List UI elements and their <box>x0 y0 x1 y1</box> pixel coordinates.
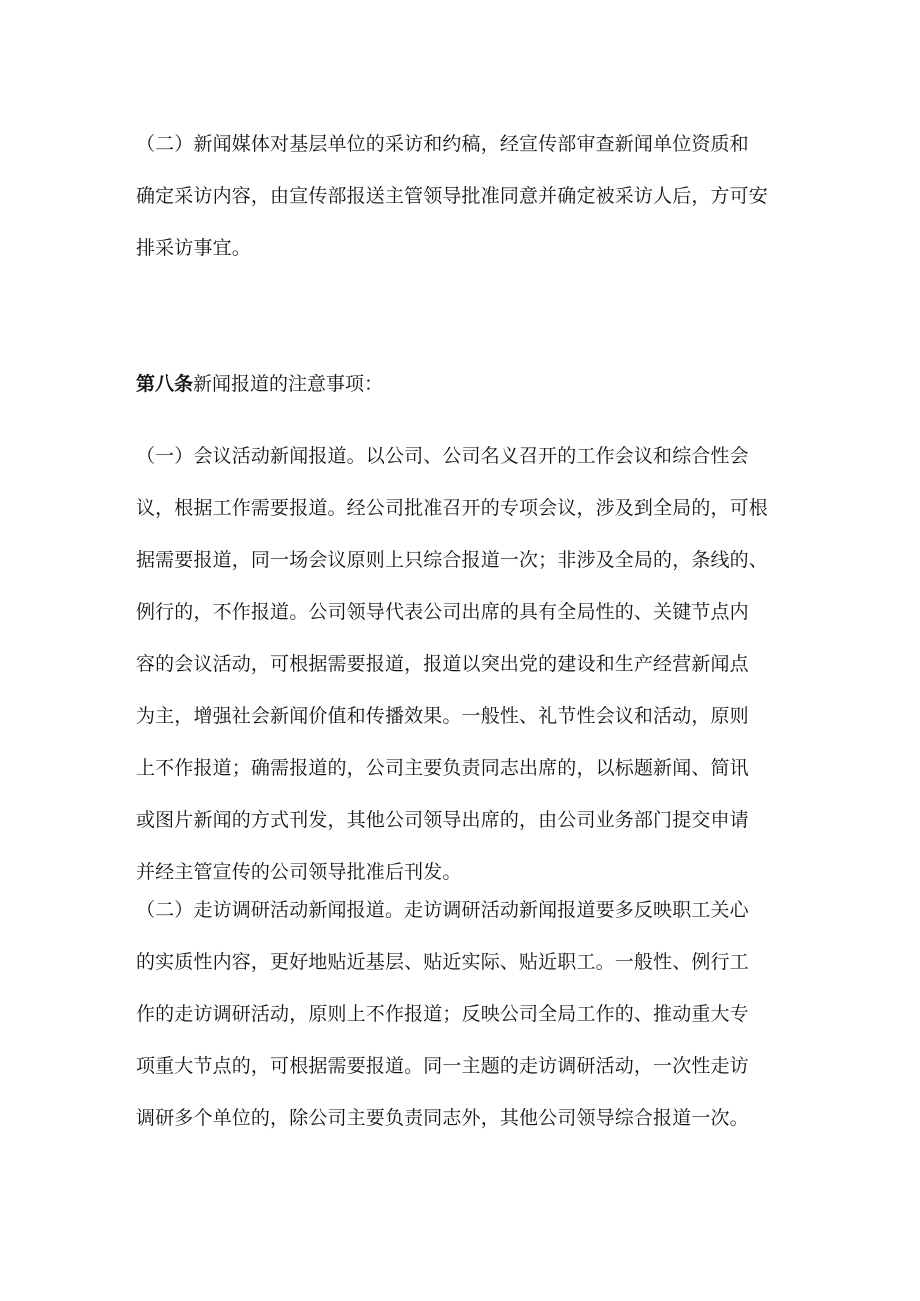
paragraph-line: 例行的，不作报道。公司领导代表公司出席的具有全局性的、关键节点内 <box>136 601 749 623</box>
paragraph-line: 排采访事宜。 <box>136 237 251 259</box>
clause-1-paragraph <box>136 430 796 898</box>
paragraph-line: 据需要报道，同一场会议原则上只综合报道一次；非涉及全局的，条线的、 <box>136 549 768 571</box>
paragraph-line: 为主，增强社会新闻价值和传播效果。一般性、礼节性会议和活动，原则 <box>136 705 749 727</box>
paragraph-line: 作的走访调研活动，原则上不作报道；反映公司全局工作的、推动重大专 <box>136 1003 749 1025</box>
paragraph-line: 并经主管宣传的公司领导批准后刊发。 <box>136 861 462 883</box>
paragraph-line: （二）走访调研活动新闻报道。走访调研活动新闻报道要多反映职工关心 <box>136 899 749 921</box>
paragraph-line: （二）新闻媒体对基层单位的采访和约稿，经宣传部审查新闻单位资质和 <box>136 133 749 155</box>
paragraph-line: 议，根据工作需要报道。经公司批准召开的专项会议，涉及到全局的，可根 <box>136 497 768 519</box>
paragraph-line: 确定采访内容，由宣传部报送主管领导批准同意并确定被采访人后，方可安 <box>136 185 768 207</box>
clause-2-paragraph <box>136 884 796 1144</box>
article-heading <box>136 358 796 410</box>
paragraph-line: 项重大节点的，可根据需要报道。同一主题的走访调研活动，一次性走访 <box>136 1055 749 1077</box>
paragraph-line: 上不作报道；确需报道的，公司主要负责同志出席的，以标题新闻、简讯 <box>136 757 749 779</box>
paragraph-line: 调研多个单位的，除公司主要负责同志外，其他公司领导综合报道一次。 <box>136 1107 749 1129</box>
intro-paragraph <box>136 118 796 274</box>
article-title: 新闻报道的注意事项： <box>193 373 384 395</box>
article-heading-line <box>136 358 796 410</box>
article-number: 第八条 <box>136 373 194 395</box>
paragraph-line: 容的会议活动，可根据需要报道，报道以突出党的建设和生产经营新闻点 <box>136 653 749 675</box>
paragraph-line: （一）会议活动新闻报道。以公司、公司名义召开的工作会议和综合性会 <box>136 445 749 467</box>
paragraph-line: 或图片新闻的方式刊发，其他公司领导出席的，由公司业务部门提交申请 <box>136 809 749 831</box>
paragraph-line: 的实质性内容，更好地贴近基层、贴近实际、贴近职工。一般性、例行工 <box>136 951 749 973</box>
